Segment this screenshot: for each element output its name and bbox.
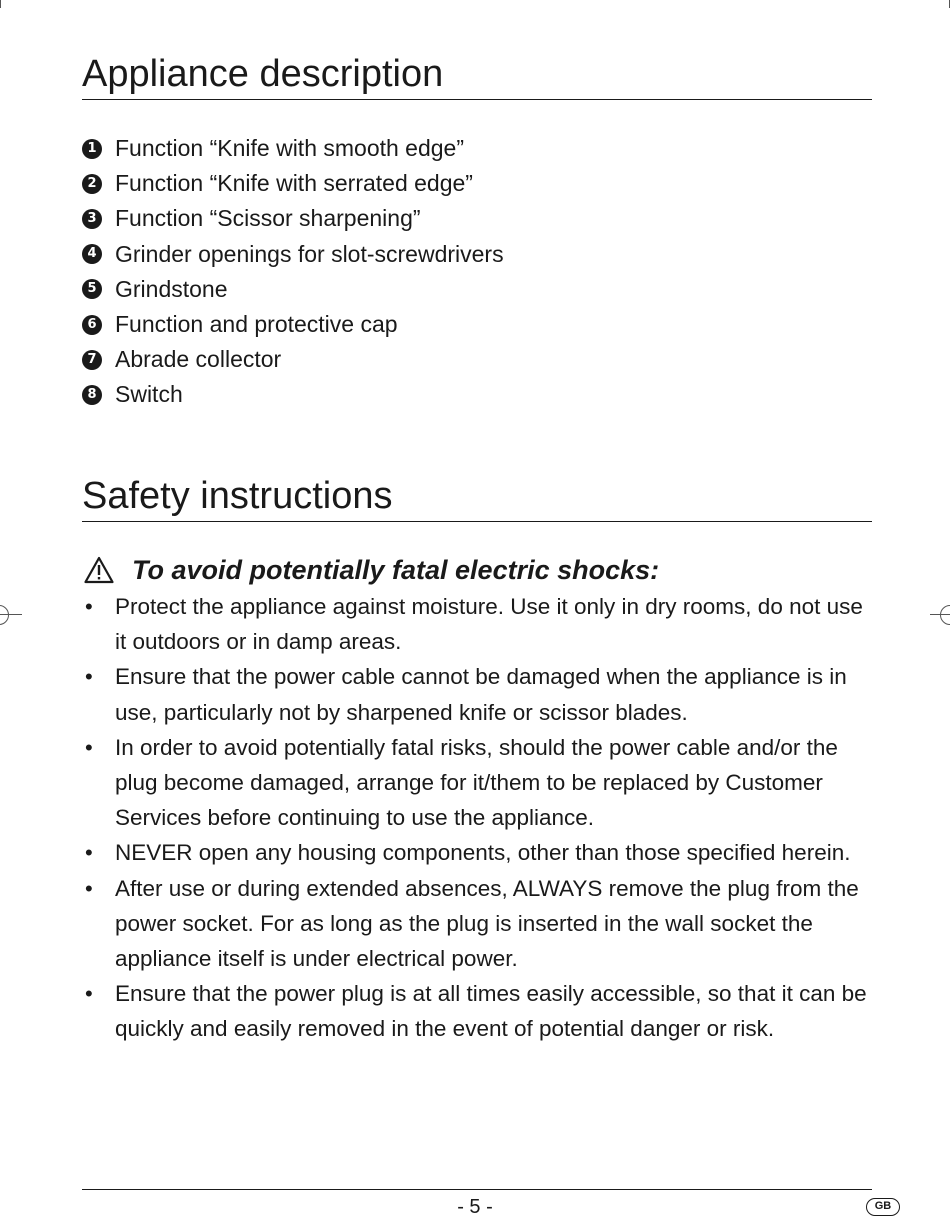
number-badge: 7 bbox=[82, 350, 102, 370]
number-badge: 2 bbox=[82, 174, 102, 194]
safety-item bbox=[82, 659, 872, 729]
safety-item bbox=[82, 835, 872, 870]
bullet-point: • bbox=[85, 664, 93, 690]
safety-item-text: Ensure that the power plug is at all times easily accessible, so that it can be quickly and easily removed in the event of potential danger or risk. bbox=[115, 981, 867, 1042]
appliance-description-heading: Appliance description bbox=[82, 53, 444, 95]
safety-item-text: Ensure that the power cable cannot be damaged when the appliance is in use, particularly not by sharpened knife or scissor blades. bbox=[115, 664, 847, 725]
warning-heading bbox=[84, 550, 659, 590]
bullet-point: • bbox=[85, 875, 93, 901]
part-label: Function “Scissor sharpening” bbox=[115, 205, 421, 232]
part-label: Grinder openings for slot-screwdrivers bbox=[115, 240, 504, 267]
registration-circle-right bbox=[940, 605, 950, 625]
safety-item bbox=[82, 871, 872, 977]
crop-mark-top-left bbox=[0, 0, 1, 8]
bullet-point: • bbox=[85, 840, 93, 866]
page-number: - 5 - bbox=[457, 1196, 493, 1218]
parts-list-item bbox=[82, 272, 872, 307]
safety-heading-rule bbox=[82, 521, 872, 522]
bullet-point: • bbox=[85, 734, 93, 760]
bullet-point: • bbox=[85, 594, 93, 619]
language-badge: GB bbox=[866, 1198, 900, 1216]
safety-item-text: In order to avoid potentially fatal risks, should the power cable and/or the plug become damaged, arrange for it/them to be replaced by Customer Services before continuing to use the appliance. bbox=[115, 734, 838, 831]
safety-item-text: Protect the appliance against moisture. Use it only in dry rooms, do not use it outdoors or in damp areas. bbox=[115, 594, 863, 655]
number-badge: 1 bbox=[82, 139, 102, 159]
safety-item-text: After use or during extended absences, ALWAYS remove the plug from the power socket. For as long as the plug is inserted in the wall socket the appliance itself is under electrical power. bbox=[115, 875, 859, 972]
appliance-heading-rule bbox=[82, 99, 872, 100]
parts-list-item bbox=[82, 131, 872, 166]
safety-item bbox=[82, 589, 872, 659]
part-label: Switch bbox=[115, 381, 183, 408]
registration-circle-left bbox=[0, 605, 9, 625]
warning-triangle-icon bbox=[84, 556, 114, 584]
bullet-point: • bbox=[85, 981, 93, 1007]
safety-instructions-heading: Safety instructions bbox=[82, 475, 393, 517]
warning-heading-text: To avoid potentially fatal electric shocks: bbox=[132, 554, 660, 585]
safety-item bbox=[82, 976, 872, 1046]
part-label: Function “Knife with smooth edge” bbox=[115, 135, 465, 162]
part-label: Grindstone bbox=[115, 275, 228, 302]
safety-item-text: NEVER open any housing components, other than those specified herein. bbox=[115, 840, 851, 866]
part-label: Function “Knife with serrated edge” bbox=[115, 170, 473, 197]
safety-item bbox=[82, 730, 872, 836]
parts-list-item bbox=[82, 237, 872, 272]
number-badge: 3 bbox=[82, 209, 102, 229]
parts-list-item bbox=[82, 201, 872, 236]
number-badge: 8 bbox=[82, 385, 102, 405]
part-label: Abrade collector bbox=[115, 346, 282, 373]
number-badge: 4 bbox=[82, 244, 102, 264]
parts-list-item bbox=[82, 166, 872, 201]
number-badge: 6 bbox=[82, 315, 102, 335]
parts-list-item bbox=[82, 377, 872, 412]
safety-list bbox=[82, 589, 872, 1047]
parts-list-item bbox=[82, 307, 872, 342]
number-badge: 5 bbox=[82, 279, 102, 299]
part-label: Function and protective cap bbox=[115, 311, 398, 338]
parts-list bbox=[82, 131, 872, 413]
footer-rule bbox=[82, 1189, 872, 1190]
parts-list-item bbox=[82, 342, 872, 377]
